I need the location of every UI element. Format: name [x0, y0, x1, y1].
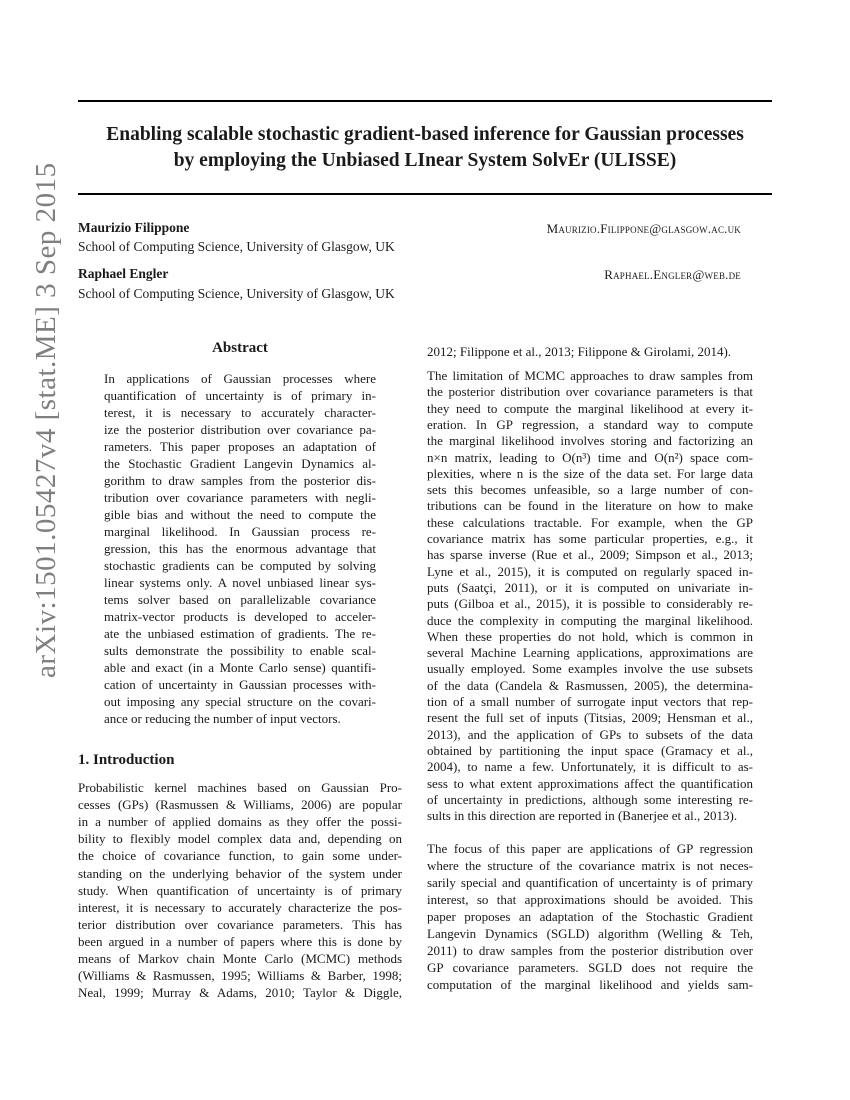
text-line: of the data (Candela & Rasmussen, 2005), the determina-: [427, 677, 753, 693]
text-line: Neal, 1999; Murray & Adams, 2010; Taylor & Diggle,: [78, 985, 402, 1001]
text-line: sarily special and quantification of uncertainty is of primary: [427, 875, 753, 890]
text-line: means of Markov chain Monte Carlo (MCMC) methods: [78, 951, 402, 966]
text-line: the Stochastic Gradient Langevin Dynamics al-: [104, 456, 376, 471]
text-line: out imposing any special structure on the covari-: [104, 694, 376, 709]
text-line: terior distribution over covariance parameters. This has: [78, 916, 402, 932]
text-line: gression, this has the enormous advantage that: [104, 541, 376, 556]
text-line: been argued in a number of papers where this is done by: [78, 933, 402, 949]
text-line: interest, it is necessary to accurately characterize the pos-: [78, 899, 402, 915]
text-line: sets this becomes unfeasible, so a large number of con-: [427, 482, 753, 498]
text-line: GP covariance parameters. SGLD does not require the: [427, 960, 753, 975]
text-line: the marginal likelihood involves storing and factorizing an: [427, 433, 753, 449]
text-line: 2004), to name a few. Unfortunately, it is difficult to as-: [427, 759, 753, 775]
author-email[interactable]: Raphael.Engler@web.de: [604, 267, 741, 282]
text-line: Langevin Dynamics (SGLD) algorithm (Welling & Teh,: [427, 926, 753, 941]
text-line: sults demonstrate the possibility to enable scal-: [104, 643, 376, 658]
text-line: has sparse inverse (Rue et al., 2009; Simpson et al., 2013;: [427, 547, 753, 563]
text-line: computation of the marginal likelihood and yields sam-: [427, 977, 753, 992]
text-line: interest, so that approximations should be avoided. This: [427, 892, 753, 907]
text-line: sults in this direction are reported in (Banerjee et al., 2013).: [427, 808, 738, 824]
title-bottom-rule: [78, 193, 772, 195]
section-heading-introduction: 1. Introduction: [78, 752, 175, 768]
title-line: by employing the Unbiased LInear System SolvEr (ULISSE): [173, 150, 677, 171]
text-line: ize the posterior distribution over covariance pa-: [104, 422, 376, 437]
text-line: 2012; Filippone et al., 2013; Filippone & Girolami, 2014).: [427, 344, 732, 359]
text-line: resent the full set of inputs (Titsias, 2009; Hensman et al.,: [427, 710, 753, 726]
text-line: where the structure of the covariance matrix is not neces-: [427, 858, 753, 873]
author-email[interactable]: Maurizio.Filippone@glasgow.ac.uk: [546, 221, 741, 236]
text-line: usually employed. Some examples involve the use subsets: [427, 661, 753, 677]
text-line: able and exact (in a Monte Carlo sense) quantifi-: [104, 660, 376, 675]
text-line: plexities, where n is the size of the data set. For large data: [427, 465, 753, 481]
text-line: obtained by partitioning the input space (Gramacy et al.,: [427, 742, 753, 758]
text-line: they need to compute the marginal likelihood at every it-: [427, 400, 753, 416]
text-line: paper proposes an adaptation of the Stochastic Gradient: [427, 909, 753, 924]
text-line: cesses (GPs) (Rasmussen & Williams, 2006) are popular: [78, 797, 402, 813]
text-line: gorithm to draw samples from the posterior dis-: [104, 473, 376, 488]
author-affiliation: School of Computing Science, University of Glasgow, UK: [78, 239, 395, 254]
text-line: puts (Saatçi, 2011), or it is computed on univariate in-: [427, 579, 753, 595]
text-line: cation of uncertainty in Gaussian processes with-: [104, 677, 376, 692]
text-line: puts (Gilboa et al., 2015), it is possible to considerably re-: [427, 596, 753, 612]
text-line: bility to flexibly model complex data and, depending on: [78, 831, 402, 847]
text-line: matrix-vector products is developed to acceler-: [104, 609, 376, 624]
text-line: sess to what extent approximations affect the quantification: [427, 775, 753, 791]
text-line: eration. In GP regression, a standard way to compute: [427, 416, 753, 432]
text-line: Probabilistic kernel machines based on Gaussian Pro-: [78, 780, 402, 795]
paper-title: [78, 122, 772, 174]
text-line: tributions can be found in the literature on how to make: [427, 498, 753, 514]
top-rule: [78, 100, 772, 102]
text-line: in a number of applied domains as they offer the possi-: [78, 814, 402, 830]
text-line: of uncertainty in predictions, although some interesting re-: [427, 791, 753, 807]
text-line: the posterior distribution over covariance parameters is that: [427, 384, 753, 400]
abstract-heading: Abstract: [212, 340, 268, 356]
text-line: 2011) to draw samples from the posterior distribution over: [427, 943, 753, 958]
text-line: tion of a small number of surrogate input vectors that rep-: [427, 694, 753, 709]
text-line: When these properties do not hold, which is common in: [427, 628, 753, 644]
text-line: linear systems only. A novel unbiased linear sys-: [104, 575, 376, 590]
text-line: tribution over covariance parameters with negli-: [104, 490, 376, 505]
text-line: several Machine Learning applications, approximations are: [427, 645, 753, 661]
text-line: Lyne et al., 2015), it is computed on regularly spaced in-: [427, 563, 753, 579]
text-line: The focus of this paper are applications of GP regression: [427, 841, 753, 856]
text-line: these calculations tractable. For example, when the GP: [427, 514, 753, 530]
arxiv-identifier: arXiv:1501.05427v4 [stat.ME] 3 Sep 2015: [30, 162, 62, 678]
author-affiliation: School of Computing Science, University of Glasgow, UK: [78, 286, 395, 301]
text-line: marginal likelihood. In Gaussian process re-: [104, 524, 376, 539]
title-line: Enabling scalable stochastic gradient-based inference for Gaussian processes: [106, 124, 744, 145]
text-line: (Williams & Rasmussen, 1995; Williams & Barber, 1998;: [78, 968, 402, 984]
text-line: ance or reducing the number of input vectors.: [104, 711, 341, 726]
text-line: stochastic gradients can be computed by solving: [104, 558, 376, 573]
author-name: Raphael Engler: [78, 266, 169, 281]
text-line: tems solver based on parallelizable covariance: [104, 592, 376, 607]
text-line: In applications of Gaussian processes where: [104, 371, 376, 386]
text-line: The limitation of MCMC approaches to draw samples from: [427, 368, 753, 383]
text-line: covariance matrix has some particular properties, e.g., it: [427, 531, 753, 546]
text-line: study. When quantification of uncertainty is of primary: [78, 882, 402, 898]
text-line: 2013), and the application of GPs to subsets of the data: [427, 726, 753, 742]
author-name: Maurizio Filippone: [78, 220, 190, 235]
text-line: gible bias and without the need to compute the: [104, 507, 376, 522]
text-line: n×n matrix, leading to O(n³) time and O(n²) space com-: [427, 449, 753, 465]
text-line: rameters. This paper proposes an adaptation of: [104, 439, 376, 454]
text-line: duce the complexity in computing the marginal likelihood.: [427, 612, 753, 628]
text-line: the choice of covariance function, to gain some under-: [78, 848, 402, 864]
text-line: terest, it is necessary to accurately character-: [104, 405, 376, 420]
text-line: quantification of uncertainty is of primary in-: [104, 388, 376, 403]
text-line: standing on the underlying behavior of the system under: [78, 865, 402, 881]
text-line: ate the unbiased estimation of gradients. The re-: [104, 626, 376, 641]
